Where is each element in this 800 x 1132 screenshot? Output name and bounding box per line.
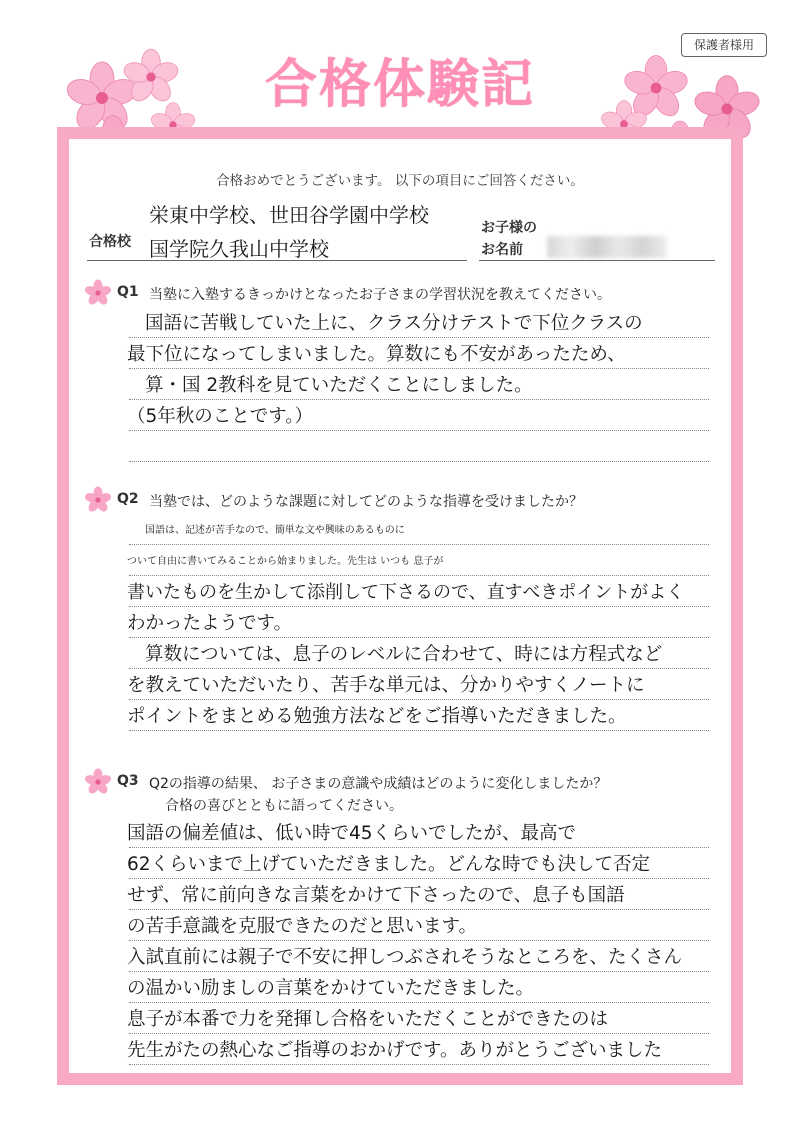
q1-answer-line-text: 最下位になってしまいました。算数にも不安があったため、 [127, 344, 626, 365]
q2-answer-line-text: わかったようです。 [127, 613, 293, 634]
sakura-flower-icon [83, 485, 113, 515]
q3-answer-line-text: 国語の偏差値は、低い時で45くらいでしたが、最高で [127, 823, 577, 844]
q2-answer-line-text: ポイントをまとめる勉強方法などをご指導いただきました。 [127, 706, 627, 727]
q3-answer-line-text: 62くらいまで上げていただきました。どんな時でも決して否定 [127, 854, 651, 875]
q1-number: Q1 [117, 284, 139, 300]
redacted-name [547, 236, 667, 258]
q1-answer-line-text: 算・国 2教科を見ていただくことにしました。 [145, 375, 533, 396]
sakura-flower-icon [83, 767, 113, 797]
q3-question-line-1: Q2の指導の結果、 お子さまの意識や成績はどのように変化しましたか？ [149, 776, 608, 792]
q3-answer-line-text: せず、常に前向きな言葉をかけて下さったので、息子も国語 [127, 885, 625, 906]
q2-answer-line-text: 算数については、息子のレベルに合わせて、時には方程式など [145, 644, 663, 665]
sakura-flower-icon [120, 46, 182, 108]
q1-answer-line-text: （5年秋のことです。） [127, 406, 314, 427]
q3-question-line-2: 合格の喜びとともに語ってください。 [165, 798, 403, 814]
q1-answer [127, 308, 643, 432]
q1-question: 当塾に入塾するきっかけとなったお子さまの学習状況を教えてください。 [149, 287, 611, 303]
q3-answer [127, 818, 682, 1066]
q2-answer-line-text: 国語は、記述が苦手なので、簡単な文や興味のあるものに [145, 525, 405, 536]
school-line-2: 国学院久我山中学校 [149, 237, 329, 261]
q3-answer-line-text: 先生がたの熱心なご指導のおかげです。ありがとうございました [127, 1040, 663, 1061]
form-body [69, 139, 731, 1073]
sakura-flower-icon [83, 278, 113, 308]
q1-answer-line-text: 国語に苦戦していた上に、クラス分けテストで下位クラスの [145, 313, 643, 334]
page-title: 合格体験記 [264, 55, 535, 115]
school-label: 合格校 [89, 234, 131, 250]
form-frame [57, 127, 743, 1085]
q3-answer-line-text: 息子が本番で力を発揮し合格をいただくことができたのは [127, 1009, 609, 1030]
intro-text: 合格おめでとうございます。 以下の項目にご回答ください。 [216, 173, 584, 189]
school-line-1: 栄東中学校、世田谷学園中学校 [149, 203, 429, 227]
audience-tag: 保護者様用 [681, 33, 767, 57]
q2-answer-line-text: を教えていただいたり、苦手な単元は、分かりやすくノートに [127, 675, 645, 696]
q2-answer-line-text: 書いたものを生かして添削して下さるので、直すべきポイントがよく [127, 582, 685, 603]
q3-answer-line-text: 入試直前には親子で不安に押しつぶされそうなところを、たくさん [127, 947, 683, 968]
school-underline [87, 260, 467, 261]
child-name-label-1: お子様の [481, 220, 537, 236]
q3-answer-line-text: の苦手意識を克服できたのだと思います。 [127, 916, 478, 937]
q3-answer-line-text: の温かい励ましの言葉をかけていただきました。 [127, 978, 535, 999]
child-name-label-2: お名前 [481, 242, 523, 258]
q2-answer [127, 515, 684, 732]
q2-answer-line-text: ついて自由に書いてみることから始まりました。先生は いつも 息子が [127, 556, 444, 567]
q3-number: Q3 [117, 773, 139, 789]
q1-answer-line [129, 461, 709, 462]
q2-question: 当塾では、どのような課題に対してどのような指導を受けましたか？ [149, 494, 583, 510]
child-name-underline [479, 260, 715, 261]
q2-number: Q2 [117, 491, 139, 507]
